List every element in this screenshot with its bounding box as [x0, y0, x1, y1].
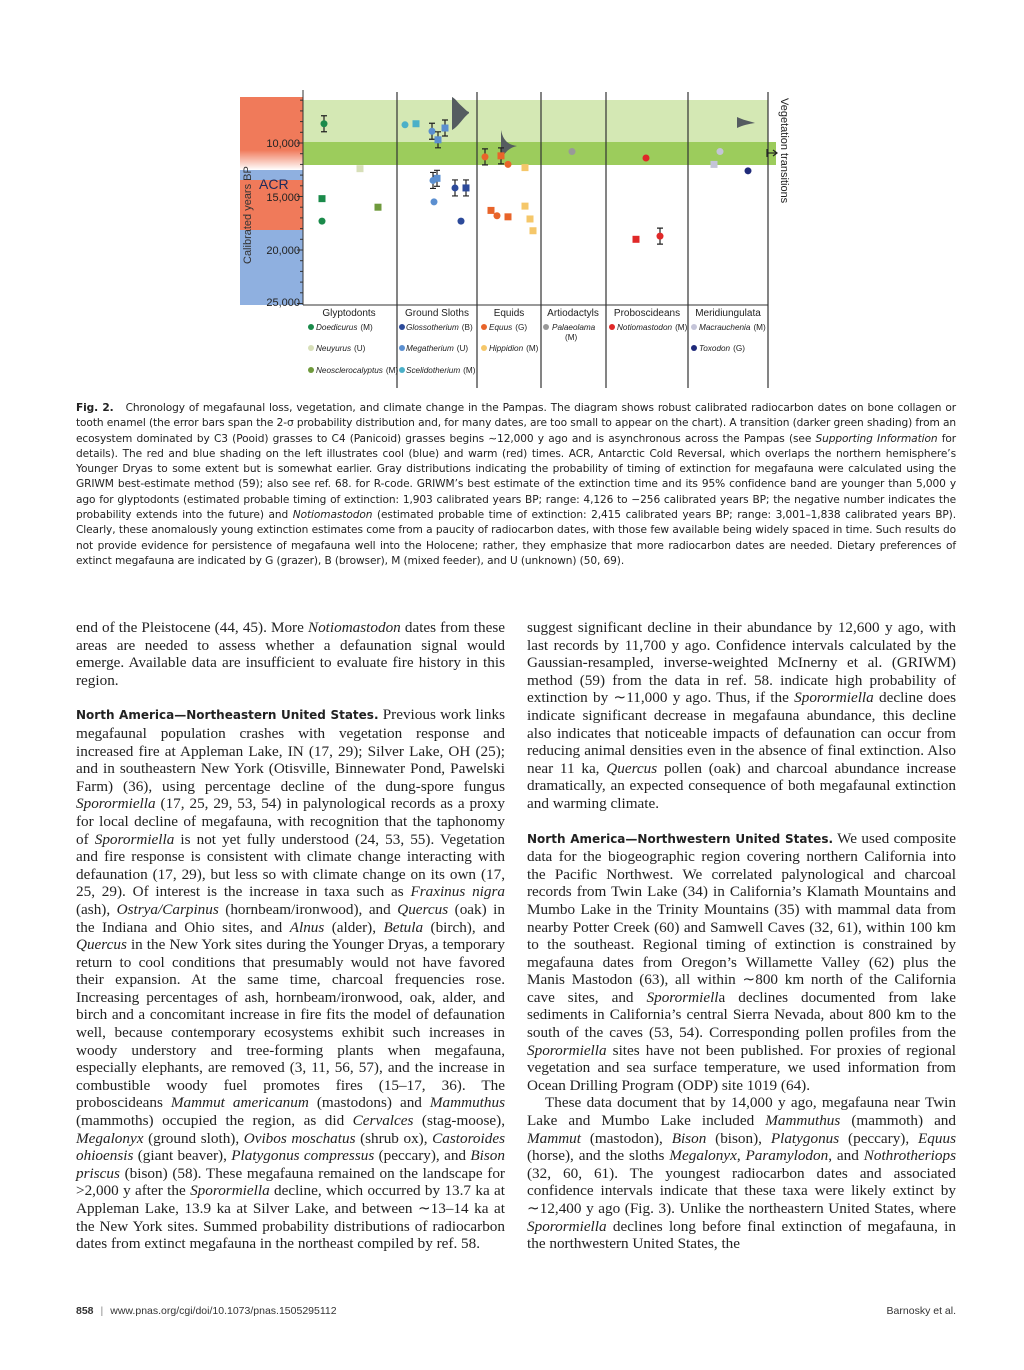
legend-dot-toxodon: [691, 345, 697, 351]
group-header-artiodactyls: Artiodactyls: [547, 308, 599, 319]
data-point-scelidotherium: [413, 120, 420, 127]
y-tick-20000: 20,000: [266, 245, 300, 257]
data-point-macrauchenia: [711, 161, 718, 168]
data-point-scelidotherium: [402, 121, 409, 128]
data-point-equus: [505, 161, 512, 168]
legend-dot-hippidion: [481, 345, 487, 351]
group-header-equids: Equids: [493, 308, 525, 319]
caption-italic-2: Notiomastodon: [292, 509, 373, 522]
legend-dot-doedicurus: [308, 324, 314, 330]
svg-text:Scelidotherium(M): Scelidotherium (M): [406, 366, 476, 375]
data-point-notiomastodon: [643, 154, 650, 161]
data-point-equus: [488, 207, 495, 214]
legend-dot-equus: [481, 324, 487, 330]
svg-text:Glossotherium(B): Glossotherium (B): [406, 323, 473, 332]
acr-label: ACR: [259, 176, 289, 192]
legend-dot-neuyurus: [308, 345, 314, 351]
group-header-proboscideans: Proboscideans: [613, 308, 681, 319]
section-heading: North America—Northwestern United States.: [527, 831, 834, 846]
page-footer: 858 | www.pnas.org/cgi/doi/10.1073/pnas.1505295112 Barnosky et al.: [76, 1305, 956, 1317]
data-point-hippidion: [522, 164, 529, 171]
legend-dot-scelidotherium: [399, 367, 405, 373]
svg-text:Equus(G): Equus (G): [489, 323, 528, 332]
caption-label: Fig. 2.: [76, 402, 114, 414]
doi-link[interactable]: www.pnas.org/cgi/doi/10.1073/pnas.1505295112: [110, 1305, 337, 1317]
c3-grass-band: [303, 100, 768, 142]
group-header-ground-sloths: Ground Sloths: [405, 308, 469, 319]
svg-text:Megatherium(U): Megatherium (U): [406, 344, 469, 353]
data-point-glossotherium: [463, 184, 470, 191]
data-point-hippidion: [522, 203, 529, 210]
data-point-neuyurus: [357, 165, 364, 172]
y-tick-15000: 15,000: [266, 192, 300, 204]
y-tick-25000: 25,000: [266, 297, 300, 309]
data-point-equus: [505, 213, 512, 220]
data-point-hippidion: [530, 227, 537, 234]
data-point-doedicurus: [319, 195, 326, 202]
paragraph: end of the Pleistocene (44, 45). More Notiomastodon dates from these areas are needed to assess whether a defaunation signal would emerge. Available data are insufficient to evaluate fire history in this region.: [76, 619, 506, 689]
data-point-megatherium: [434, 175, 441, 182]
data-point-hippidion: [527, 215, 534, 222]
legend-dot-notiomastodon: [609, 324, 615, 330]
data-point-neosclerocalyptus: [375, 204, 382, 211]
legend-dot-neosclerocalyptus: [308, 367, 314, 373]
svg-text:Toxodon(G): Toxodon (G): [699, 344, 745, 353]
body-column-right: [527, 619, 956, 1253]
svg-text:Neuyurus(U): Neuyurus (U): [316, 344, 366, 353]
data-point-glossotherium: [458, 218, 465, 225]
paragraph: suggest significant decline in their abundance by 12,600 y ago, with last records by 11,700 y ago. Confidence intervals calculated by the Gaussian-resampled, inverse-weighted McInerny et al. (GRIWM) method (59) from the data in ref. 58. indicate high probability of extinction by ∼11,000 y ago. Thus, if the Sporormiella decline does indicate significant decrease in megafauna abundance, this decline also indicates that noticeable impacts of defaunation can occur from reducing animal densities even in the absence of final extinction. Also near 11 ka, Quercus pollen (oak) and charcoal abundance increase dramatically, an expected consequence of both megafaunal extinction and warming climate.: [527, 619, 956, 812]
caption-text-2: for details). The red and blue shading on the left illustrates cool (blue) and warm (red) times. ACR, Antarctic Cold Reversal, which overlaps the northern hemisphere’s Younger Dryas to some extent but is somewhat earlier. Gray distributions indicating the probability of timing of extinction for megafauna were calculated using the GRIWM best-estimate method (59); also see ref. 68. for R-code. GRIWM’s best estimate of the extinction time and its 95% confidence band are younger than 5,000 y ago for glyptodonts (estimated probable timing of extinction: 1,903 calibrated years BP; range: 4,126 to −256 calibrated years BP; the negative number indicates the probability extends into the future) and: [76, 432, 956, 522]
data-point-macrauchenia: [717, 148, 724, 155]
paragraph: North America—Northwestern United States. We used composite data for the biogeographic region covering northern California into the Pacific Northwest. We correlated palynological and charcoal records from Twin Lake (34) in California’s Klamath Mountains and Mumbo Lake in the Trinity Mountains (35) with mammal data from nearby Potter Creek (60) and Samwell Caves (32, 61), within 100 km to the southeast. Regional timing of extinction is constrained by megafauna dates from Oregon’s Willamette Valley (62) plus the Manis Mastodon (63), all within ∼800 km north of the California cave sites, and Sporormiella declines documented from lake sediments in California’s central Sierra Nevada, about 800 km to the south of the caves (53, 54). Corresponding pollen profiles from the Sporormiella sites have not been published. For proxies of regional vegetation and sea surface temperature, we used information from Ocean Drilling Program (ODP) site 1019 (64).: [527, 829, 957, 1094]
data-point-notiomastodon: [657, 233, 664, 240]
legend-dot-glossotherium: [399, 324, 405, 330]
legend-dot-palaeolama: [543, 324, 549, 330]
legend: [308, 323, 766, 375]
section-heading: North America—Northeastern United States.: [76, 708, 379, 723]
body-column-left: [76, 619, 505, 1253]
svg-text:Notiomastodon(M): Notiomastodon (M): [617, 323, 688, 332]
data-point-megatherium: [435, 136, 442, 143]
svg-text:Macrauchenia(M): Macrauchenia (M): [699, 323, 766, 332]
group-header-glyptodonts: Glyptodonts: [322, 308, 376, 319]
running-authors: Barnosky et al.: [886, 1305, 956, 1317]
legend-dot-macrauchenia: [691, 324, 697, 330]
svg-text:(M): (M): [565, 333, 578, 342]
data-point-megatherium: [431, 198, 438, 205]
paragraph: These data document that by 14,000 y ago, megafauna near Twin Lake and Mumbo Lake included Mammuthus (mammoth) and Mammut (mastodon), Bison (bison), Platygonus (peccary), Equus (horse), and the sloths Megalonyx, Paramylodon, and Nothrotheriops (32, 60, 61). The youngest radiocarbon dates and associated confidence intervals indicate that these taxa were likely extinct by ∼12,400 y ago (Fig. 3). Unlike the northeastern United States, where Sporormiella declines long before final extinction of megafauna, in the northwestern United States, the: [527, 1094, 956, 1253]
caption-text-3: (estimated probable time of extinction: 2,415 calibrated years BP; range: 3,001–1,838 calibrated years BP). Clearly, these anomalously young extinction estimates come from a paucity of radiocarbon dates, with those few available being widely spaced in time. Such results do not provide evidence for persistence of megafauna well into the Holocene; rather, they emphasize that more radiocarbon dates are needed. Dietary preferences of extinct megafauna are indicated by G (grazer), B (browser), M (mixed feeder), and U (unknown) (50, 69).: [76, 509, 956, 567]
data-point-equus: [498, 152, 505, 159]
data-point-doedicurus: [319, 218, 326, 225]
chronology-chart: [0, 0, 1024, 392]
caption-text-1: Chronology of megafaunal loss, vegetation, and climate change in the Pampas. The diagram shows robust calibrated radiocarbon dates on bone collagen or tooth enamel (the error bars span the 2-σ probability distribution and, for many dates, are too small to appear on the chart). A transition (darker green shading) from an ecosystem dominated by C3 (Pooid) grasses to C4 (Panicoid) grasses begins ∼12,000 y ago and is asynchronous across the Pampas (see: [76, 402, 956, 445]
data-point-notiomastodon: [633, 236, 640, 243]
data-point-palaeolama: [569, 148, 576, 155]
figure-2: [0, 0, 1024, 392]
y-tick-10000: 10,000: [266, 138, 300, 150]
data-point-toxodon: [745, 167, 752, 174]
data-point-megatherium: [429, 128, 436, 135]
group-header-meridiungulata: Meridiungulata: [695, 308, 761, 319]
y-axis-label: Calibrated years BP: [242, 166, 254, 264]
svg-text:Palaeolama: Palaeolama: [552, 323, 596, 332]
legend-dot-megatherium: [399, 345, 405, 351]
data-point-equus: [494, 212, 501, 219]
svg-text:Hippidion(M): Hippidion (M): [489, 344, 539, 353]
svg-text:Doedicurus(M): Doedicurus (M): [316, 323, 373, 332]
data-point-equus: [482, 153, 489, 160]
figure-caption: [76, 401, 956, 569]
data-point-doedicurus: [321, 120, 328, 127]
data-point-megatherium: [442, 125, 449, 132]
paragraph: North America—Northeastern United States. Previous work links megafaunal population crashes with vegetation response and increased fire at Appleman Lake, IN (17, 29); Silver Lake, OH (25); and in southeastern New York (Otisville, Binnewater Pond, Pawelski Farm) (36), using percentage decline of the dung-spore fungus Sporormiella (17, 25, 29, 53, 54) in palynological records as a proxy for local decline of megafauna, with recognition that the taphonomy of Sporormiella is not yet fully understood (24, 53, 55). Vegetation and fire response is consistent with climate change interacting with defaunation (17, 29), but less so with climate change on its own (17, 25, 29). Of interest is the increase in taxa such as Fraxinus nigra (ash), Ostrya/Carpinus (hornbeam/ironwood), and Quercus (oak) in the Indiana and Ohio sites, and Alnus (alder), Betula (birch), and Quercus in the New York sites during the Younger Dryas, a temporary return to cool conditions that presumably would not have favored their expansion. At the same time, charcoal frequencies rose. Increasing percentages of ash, hornbeam/ironwood, oak, alder, and birch and a concomitant increase in fire fits the model of defaunation well, because contemporary ecosystems exhibit such increases in woody understory and tree-forming plants when megafauna, especially elephants, are removed (3, 11, 56, 57), and the increase in combustible woody fuel promotes fires (15–17, 36). The proboscideans Mammut americanum (mastodons) and Mammuthus (mammoths) occupied the region, as did Cervalces (stag-moose), Megalonyx (ground sloth), Ovibos moschatus (shrub ox), Castoroides ohioensis (giant beaver), Platygonus compressus (peccary), and Bison priscus (bison) (58). These megafauna remained on the landscape for >2,000 y after the Sporormiella decline, which occurred by 13.7 ka at Appleman Lake, 13.9 ka at Silver Lake, and between ∼13–14 ka at the New York sites. Summed probability distributions of radiocarbon dates from extinct megafauna in the northeast compiled by ref. 58.: [76, 706, 506, 1253]
c3-c4-transition-band: [303, 142, 776, 165]
svg-text:Neosclerocalyptus(M): Neosclerocalyptus (M): [316, 366, 399, 375]
page-number: 858: [76, 1305, 94, 1317]
data-point-glossotherium: [452, 184, 459, 191]
caption-italic-1: Supporting Information: [815, 432, 938, 445]
vegetation-transitions-label: Vegetation transitions: [778, 98, 790, 204]
